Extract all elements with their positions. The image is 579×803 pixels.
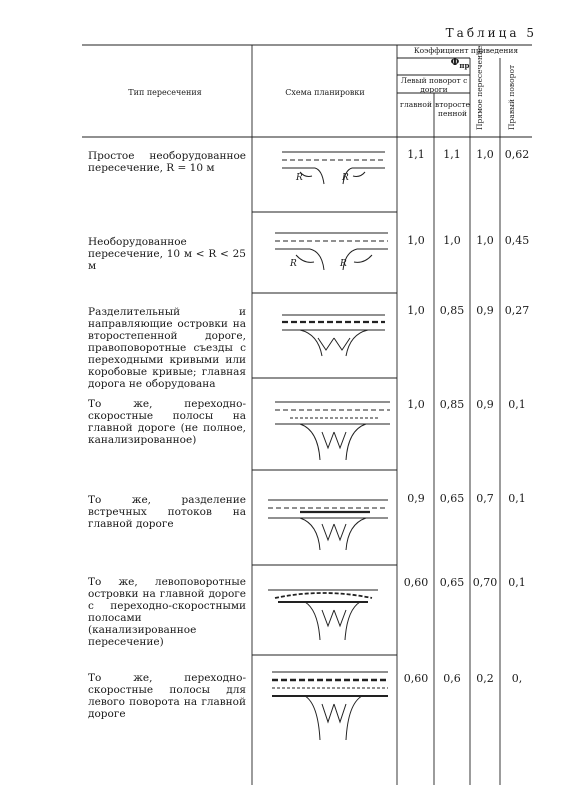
row-2-main: 1,0 bbox=[407, 234, 425, 247]
row-7-secondary: 0,6 bbox=[443, 672, 461, 685]
scheme-row-3 bbox=[282, 315, 385, 356]
coef-symbol: Φ bbox=[450, 57, 460, 68]
row-6-secondary: 0,65 bbox=[439, 576, 465, 589]
row-4-secondary: 0,85 bbox=[439, 398, 465, 411]
row-2-straight: 1,0 bbox=[476, 234, 494, 247]
row-3-description: Разделительный и направляющие островки на второстепенной дороге, правоповоротные съезды с переходными кривыми или коробовые кривые; главная дорога не оборудована bbox=[88, 306, 246, 390]
row-3-secondary: 0,85 bbox=[439, 304, 465, 317]
scheme-row-6 bbox=[268, 590, 378, 640]
scheme-radius-label: R bbox=[340, 259, 347, 269]
header-scheme: Схема планировки bbox=[285, 88, 365, 97]
row-6-main: 0,60 bbox=[403, 576, 429, 589]
header-secondary-road: второстепенной bbox=[435, 100, 470, 118]
row-1-straight: 1,0 bbox=[476, 148, 494, 161]
row-5-right: 0,1 bbox=[508, 492, 526, 505]
header-coef-label: Коэффициент приведения bbox=[413, 46, 519, 55]
row-6-right: 0,1 bbox=[508, 576, 526, 589]
row-1-right: 0,62 bbox=[504, 148, 530, 161]
row-1-main: 1,1 bbox=[407, 148, 425, 161]
row-6-description: То же, левоповоротные островки на главной дороге с переходно-скоростными полосами (канализированное пересечение) bbox=[88, 576, 246, 648]
coef-subscript: пр bbox=[459, 61, 470, 70]
row-3-right: 0,27 bbox=[504, 304, 530, 317]
row-2-right: 0,45 bbox=[504, 234, 530, 247]
row-7-right: 0, bbox=[511, 672, 523, 685]
row-2-secondary: 1,0 bbox=[443, 234, 461, 247]
scheme-radius-label: R bbox=[290, 259, 297, 269]
row-1-secondary: 1,1 bbox=[443, 148, 461, 161]
row-6-straight: 0,70 bbox=[472, 576, 498, 589]
scheme-radius-label: R bbox=[342, 173, 349, 183]
header-coef-symbol bbox=[440, 58, 480, 70]
header-straight: Прямое пересечение bbox=[475, 45, 484, 130]
scheme-row-7 bbox=[272, 672, 388, 740]
row-5-straight: 0,7 bbox=[476, 492, 494, 505]
header-left-turn: Левый поворот с дороги bbox=[400, 76, 468, 94]
row-5-main: 0,9 bbox=[407, 492, 425, 505]
row-4-description: То же, переходно-скоростные полосы на главной дороге (не полное, канализированное) bbox=[88, 398, 246, 446]
header-type: Тип пересечения bbox=[128, 88, 202, 97]
scheme-row-5 bbox=[268, 500, 388, 550]
row-4-right: 0,1 bbox=[508, 398, 526, 411]
row-4-main: 1,0 bbox=[407, 398, 425, 411]
row-4-straight: 0,9 bbox=[476, 398, 494, 411]
header-main-road: главной bbox=[400, 100, 432, 109]
row-7-main: 0,60 bbox=[403, 672, 429, 685]
row-7-straight: 0,2 bbox=[476, 672, 494, 685]
scheme-row-4 bbox=[275, 402, 390, 460]
table-caption: Таблица 5 bbox=[445, 26, 537, 40]
row-5-description: То же, разделение встречных потоков на главной дороге bbox=[88, 494, 246, 530]
row-3-straight: 0,9 bbox=[476, 304, 494, 317]
row-3-main: 1,0 bbox=[407, 304, 425, 317]
header-right-turn: Правый поворот bbox=[507, 64, 516, 130]
row-1-description: Простое необорудованное пересечение, R = 10 м bbox=[88, 150, 246, 174]
header-coef bbox=[400, 46, 532, 55]
row-2-description: Необорудованное пересечение, 10 м < R < 25 м bbox=[88, 236, 246, 272]
row-7-description: То же, переходно-скоростные полосы для левого поворота на главной дороге bbox=[88, 672, 246, 720]
row-5-secondary: 0,65 bbox=[439, 492, 465, 505]
scheme-radius-label: R bbox=[296, 173, 303, 183]
